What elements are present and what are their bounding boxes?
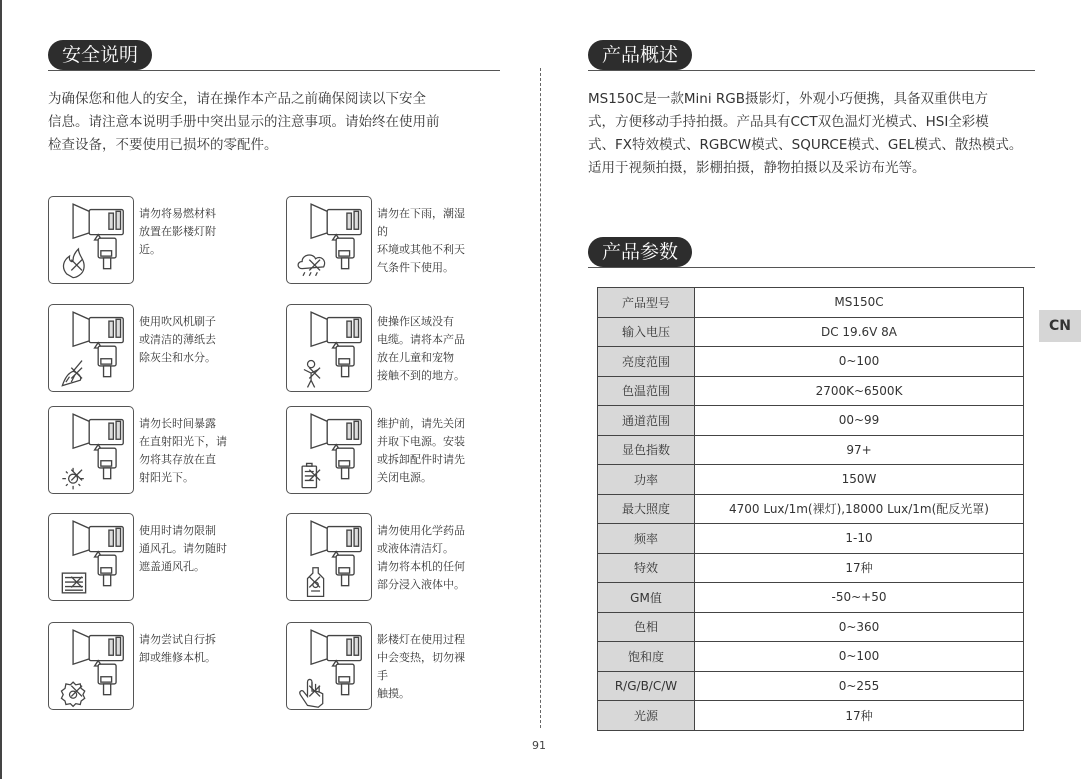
warning-text (377, 631, 467, 703)
safety-intro-line: 为确保您和他人的安全，请在操作本产品之前确保阅读以下安全 (48, 91, 426, 107)
warning-text (139, 522, 229, 576)
gear-icon (49, 623, 133, 709)
spec-value: 0~100 (695, 347, 1024, 377)
vent-grille-icon (49, 514, 133, 600)
warning-text (139, 205, 229, 259)
safety-warning-item (48, 304, 278, 394)
warning-text-line: 射阳光下。 (139, 471, 194, 484)
page-left-border (0, 0, 2, 779)
spec-row (598, 612, 1024, 642)
spec-value: 17种 (695, 553, 1024, 583)
warning-illustration (286, 513, 372, 601)
specs-heading: 产品参数 (588, 237, 692, 267)
warning-text-line: 放在儿童和宠物 (377, 351, 454, 364)
page-divider (540, 68, 541, 728)
child-icon (287, 305, 371, 391)
warning-text-line: 使操作区域没有 (377, 315, 454, 328)
spec-value: 1-10 (695, 524, 1024, 554)
spec-key: 通道范围 (598, 406, 695, 436)
spec-value: DC 19.6V 8A (695, 317, 1024, 347)
warning-text-line: 请勿使用化学药品 (377, 524, 465, 537)
overview-line: 式，方便移动手持拍摄。产品具有CCT双色温灯光模式、HSI全彩模 (588, 114, 989, 130)
spec-row (598, 288, 1024, 318)
spec-row (598, 524, 1024, 554)
spec-row (598, 465, 1024, 495)
spec-value: 0~360 (695, 612, 1024, 642)
warning-text-line: 近。 (139, 243, 161, 256)
warning-text (139, 313, 229, 367)
spec-value: 150W (695, 465, 1024, 495)
overview-heading-underline (588, 70, 1035, 71)
safety-warning-item (48, 513, 278, 603)
spec-key: 亮度范围 (598, 347, 695, 377)
safety-intro-line: 检查设备，不要使用已损坏的零配件。 (48, 137, 278, 153)
spec-row (598, 583, 1024, 613)
safety-warning-item (286, 196, 516, 286)
warning-text-line: 勿将其存放在直 (139, 453, 216, 466)
warning-text-line: 卸或维修本机。 (139, 651, 216, 664)
spec-key: 色相 (598, 612, 695, 642)
spec-row (598, 376, 1024, 406)
warning-text-line: 环境或其他不利天 (377, 243, 465, 256)
page-number: 91 (532, 739, 546, 752)
warning-text-line: 关闭电源。 (377, 471, 432, 484)
warning-text-line: 接触不到的地方。 (377, 369, 465, 382)
spec-row (598, 317, 1024, 347)
spec-key: 最大照度 (598, 494, 695, 524)
spec-row (598, 642, 1024, 672)
safety-heading: 安全说明 (48, 40, 152, 70)
safety-intro (48, 88, 508, 157)
safety-warning-item (286, 513, 516, 603)
battery-icon (287, 407, 371, 493)
warning-text-line: 使用吹风机刷子 (139, 315, 216, 328)
spec-value: 2700K~6500K (695, 376, 1024, 406)
spec-key: 饱和度 (598, 642, 695, 672)
warning-text (139, 631, 229, 667)
warning-text-line: 并取下电源。安装 (377, 435, 465, 448)
warning-illustration (48, 513, 134, 601)
overview-line: MS150C是一款Mini RGB摄影灯，外观小巧便携，具备双重供电方 (588, 91, 989, 107)
warning-illustration (48, 196, 134, 284)
safety-warning-item (286, 622, 516, 712)
warning-text-line: 请勿尝试自行拆 (139, 633, 216, 646)
warning-text-line: 电缆。请将本产品 (377, 333, 465, 346)
hand-touch-icon (287, 623, 371, 709)
warning-text (377, 205, 467, 277)
warning-text-line: 请勿将易燃材料 (139, 207, 216, 220)
spec-value: 0~255 (695, 671, 1024, 701)
spec-row (598, 494, 1024, 524)
overview-line: 式、FX特效模式、RGBCW模式、SQURCE模式、GEL模式、散热模式。 (588, 137, 1023, 153)
warning-text (377, 313, 467, 385)
fire-icon (49, 197, 133, 283)
spec-value: 0~100 (695, 642, 1024, 672)
spec-key: 产品型号 (598, 288, 695, 318)
spec-row (598, 406, 1024, 436)
spec-value: 00~99 (695, 406, 1024, 436)
warning-illustration (286, 622, 372, 710)
warning-text-line: 或清洁的薄纸去 (139, 333, 216, 346)
spec-row (598, 347, 1024, 377)
spec-key: 输入电压 (598, 317, 695, 347)
overview-heading: 产品概述 (588, 40, 692, 70)
spec-row (598, 553, 1024, 583)
brush-icon (49, 305, 133, 391)
spec-table (597, 287, 1024, 731)
warning-text-line: 触摸。 (377, 687, 410, 700)
warning-text-line: 请勿将本机的任何 (377, 560, 465, 573)
specs-heading-underline (588, 267, 1035, 268)
warning-text-line: 或液体清洁灯。 (377, 542, 454, 555)
warning-illustration (286, 406, 372, 494)
warning-illustration (48, 304, 134, 392)
overview-text (588, 88, 1038, 180)
sun-icon (49, 407, 133, 493)
spec-row (598, 701, 1024, 731)
spec-key: 特效 (598, 553, 695, 583)
spec-key: 频率 (598, 524, 695, 554)
rain-cloud-icon (287, 197, 371, 283)
warning-text (377, 415, 467, 487)
spec-value: 17种 (695, 701, 1024, 731)
safety-heading-underline (48, 70, 500, 71)
language-tab: CN (1039, 310, 1081, 342)
warning-text-line: 或拆卸配件时请先 (377, 453, 465, 466)
safety-warning-item (286, 304, 516, 394)
warning-text-line: 在直射阳光下，请 (139, 435, 227, 448)
warning-text-line: 除灰尘和水分。 (139, 351, 216, 364)
warning-text-line: 放置在影楼灯附 (139, 225, 216, 238)
warning-text-line: 影楼灯在使用过程 (377, 633, 465, 646)
spec-row (598, 671, 1024, 701)
spec-key: GM值 (598, 583, 695, 613)
warning-text-line: 维护前，请先关闭 (377, 417, 465, 430)
safety-intro-line: 信息。请注意本说明手册中突出显示的注意事项。请始终在使用前 (48, 114, 440, 130)
spec-value: -50~+50 (695, 583, 1024, 613)
spec-value: MS150C (695, 288, 1024, 318)
safety-warning-item (48, 622, 278, 712)
safety-warning-item (48, 406, 278, 496)
warning-text-line: 请勿在下雨，潮湿的 (377, 207, 465, 238)
warning-text (377, 522, 467, 594)
warning-illustration (286, 304, 372, 392)
spec-key: R/G/B/C/W (598, 671, 695, 701)
overview-line: 适用于视频拍摄，影棚拍摄，静物拍摄以及采访布光等。 (588, 160, 926, 176)
spec-key: 显色指数 (598, 435, 695, 465)
warning-illustration (48, 406, 134, 494)
warning-illustration (286, 196, 372, 284)
warning-text (139, 415, 229, 487)
warning-text-line: 气条件下使用。 (377, 261, 454, 274)
spec-row (598, 435, 1024, 465)
spec-key: 色温范围 (598, 376, 695, 406)
spec-key: 功率 (598, 465, 695, 495)
chemical-bottle-icon (287, 514, 371, 600)
warning-text-line: 遮盖通风孔。 (139, 560, 205, 573)
warning-text-line: 通风孔。请勿随时 (139, 542, 227, 555)
warning-text-line: 使用时请勿限制 (139, 524, 216, 537)
warning-text-line: 部分浸入液体中。 (377, 578, 465, 591)
spec-value: 4700 Lux/1m(裸灯),18000 Lux/1m(配反光罩) (695, 494, 1024, 524)
safety-warning-item (286, 406, 516, 496)
warning-illustration (48, 622, 134, 710)
spec-key: 光源 (598, 701, 695, 731)
warning-text-line: 请勿长时间暴露 (139, 417, 216, 430)
safety-warning-item (48, 196, 278, 286)
warning-text-line: 中会变热，切勿裸手 (377, 651, 465, 682)
spec-value: 97+ (695, 435, 1024, 465)
